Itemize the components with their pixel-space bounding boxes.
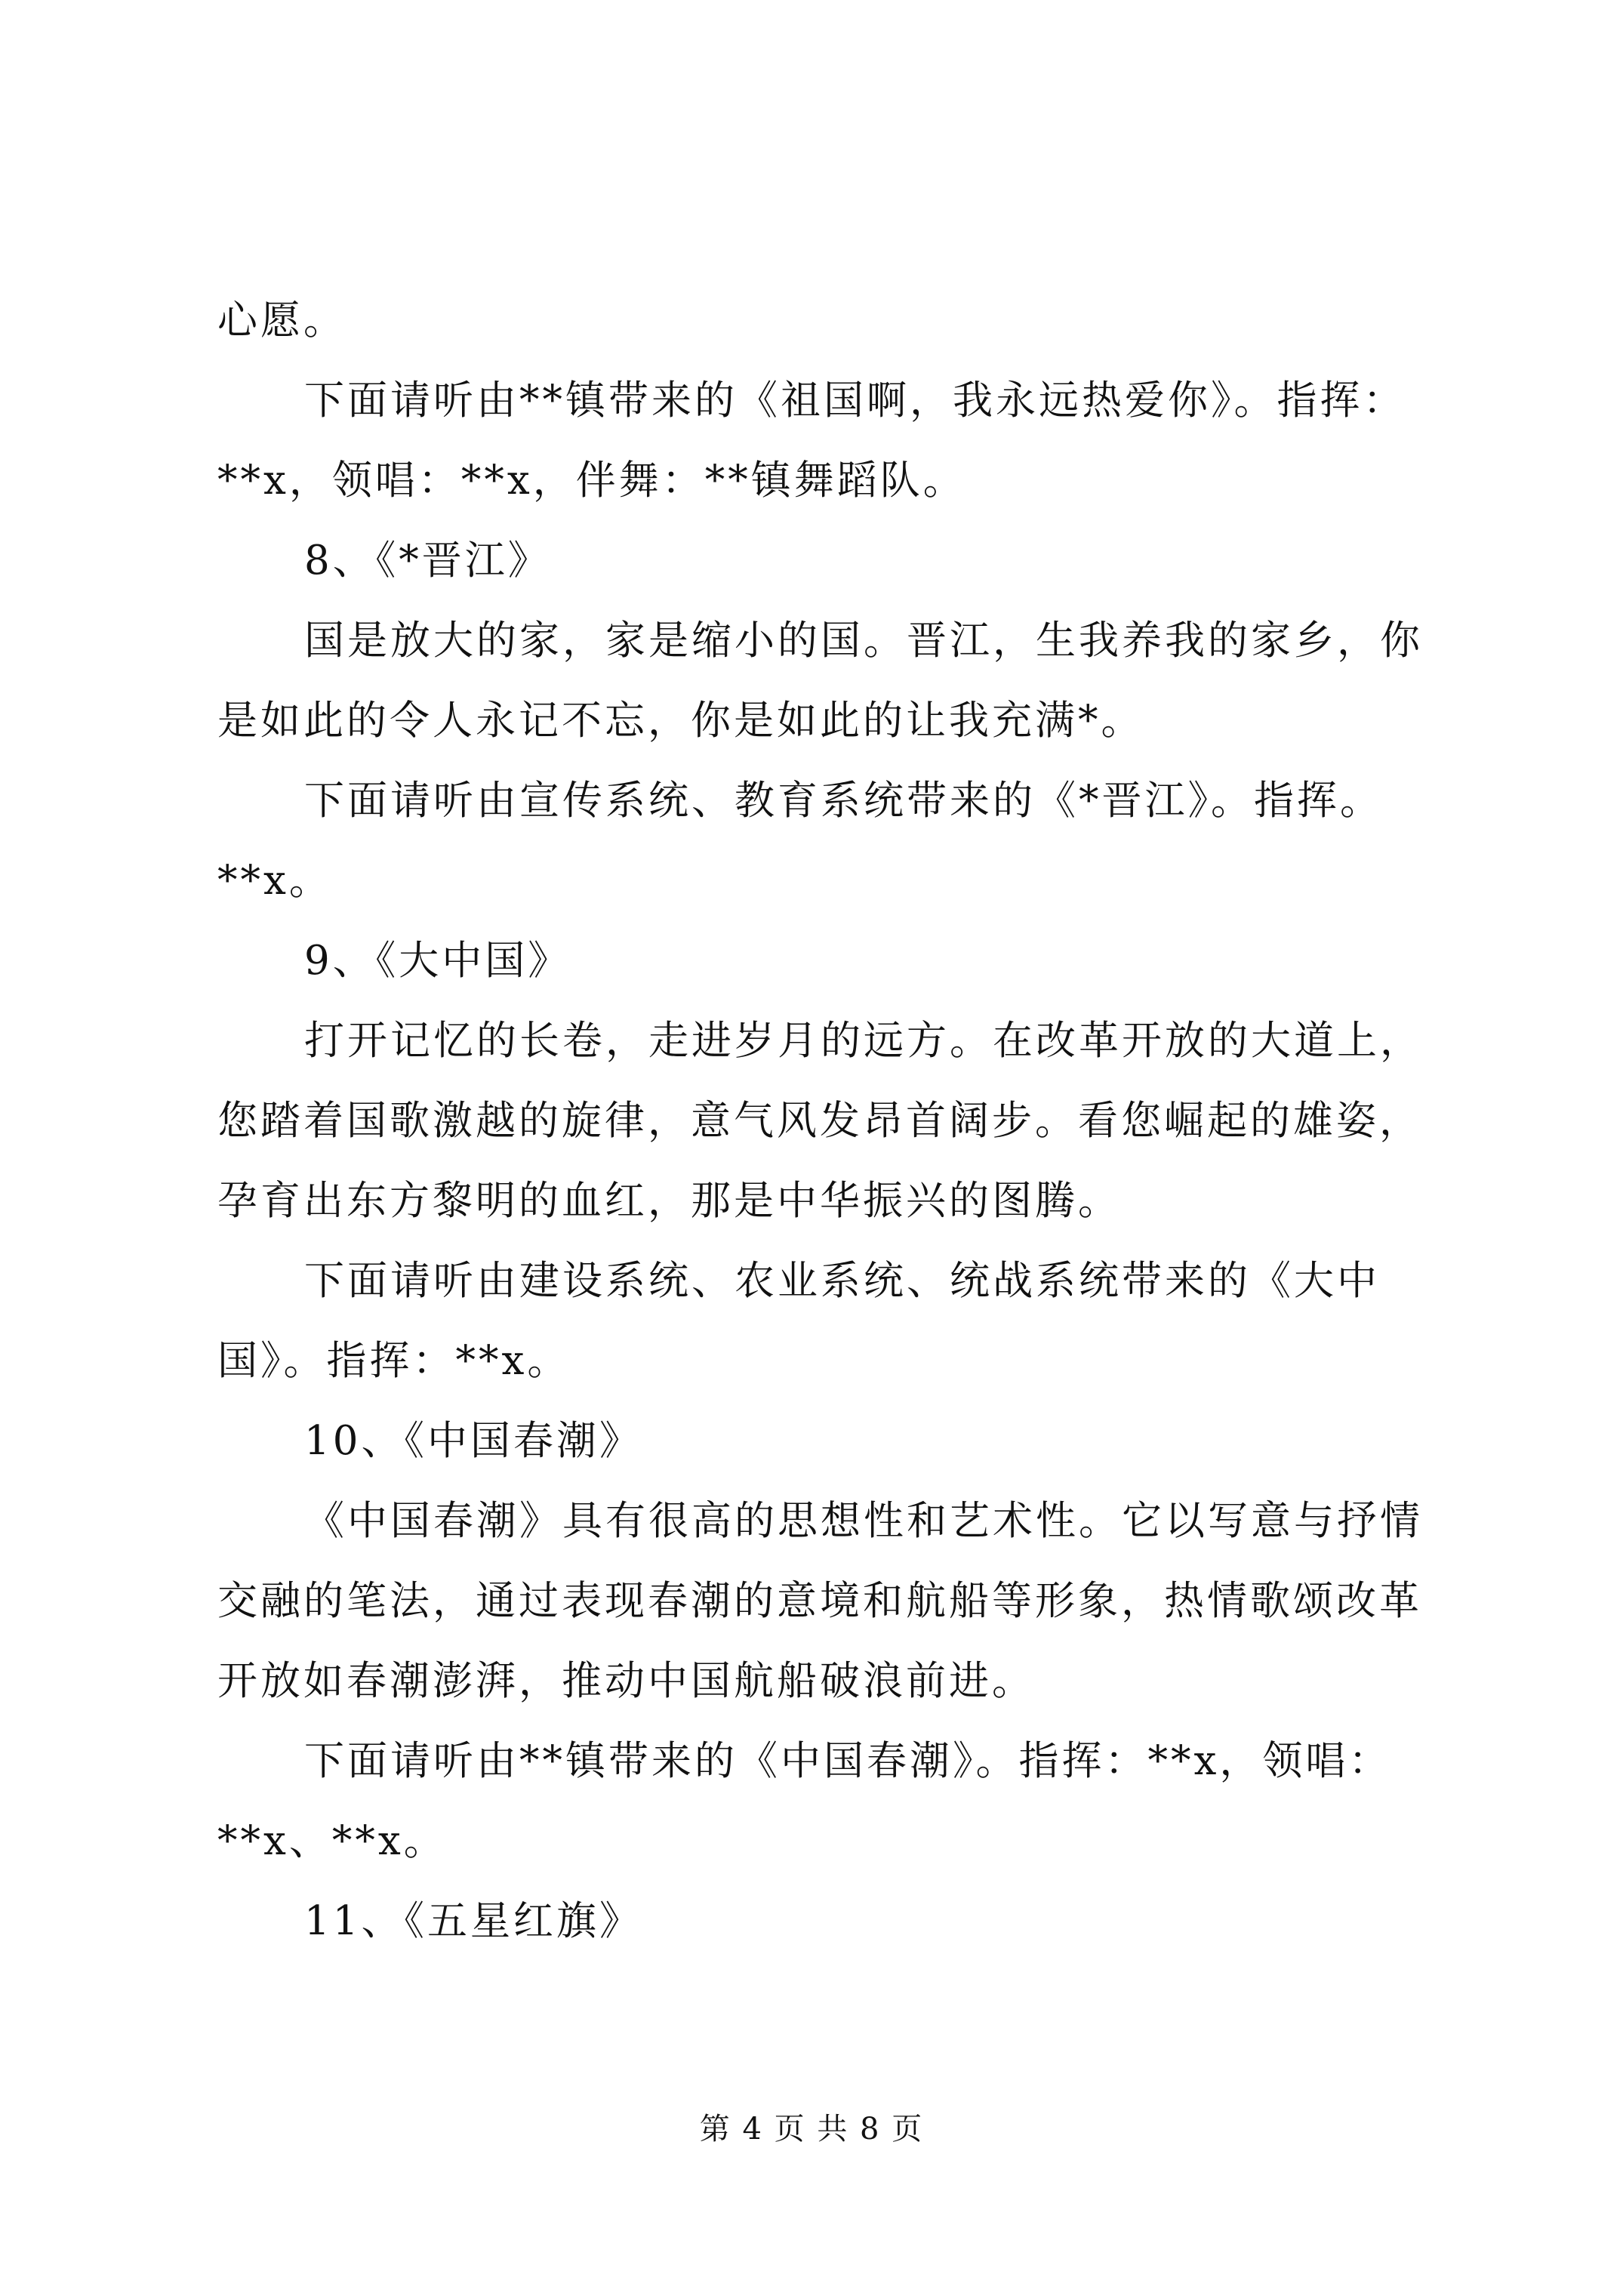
page-number: 第 4 页 共 8 页 bbox=[699, 2112, 924, 2147]
text-line: 打开记忆的长卷，走进岁月的远方。在改革开放的大道上， bbox=[304, 1018, 1423, 1064]
text-line: 交融的笔法，通过表现春潮的意境和航船等形象，热情歌颂改革 bbox=[217, 1578, 1422, 1624]
text-line: **x、**x。 bbox=[217, 1818, 447, 1864]
text-line: 下面请听由宣传系统、教育系统带来的《*晋江》。指挥。 bbox=[304, 778, 1383, 824]
section-heading: 10、《中国春潮》 bbox=[304, 1418, 642, 1464]
text-line: 下面请听由**镇带来的《祖国啊，我永远热爱你》。指挥： bbox=[304, 378, 1406, 424]
text-line: **x。 bbox=[217, 858, 332, 904]
text-line: 国是放大的家，家是缩小的国。晋江，生我养我的家乡，你 bbox=[304, 618, 1423, 664]
body-text bbox=[217, 281, 1434, 1962]
section-heading: 9、《大中国》 bbox=[304, 938, 571, 984]
text-line: 孕育出东方黎明的血红，那是中华振兴的图腾。 bbox=[217, 1178, 1121, 1224]
text-line: 是如此的令人永记不忘，你是如此的让我充满*。 bbox=[217, 698, 1144, 744]
text-line: 下面请听由建设系统、农业系统、统战系统带来的《大中 bbox=[304, 1258, 1380, 1304]
text-line: 您踏着国歌激越的旋律，意气风发昂首阔步。看您崛起的雄姿， bbox=[217, 1098, 1422, 1144]
page-footer bbox=[0, 2106, 1623, 2152]
text-line: 《中国春潮》具有很高的思想性和艺术性。它以写意与抒情 bbox=[304, 1498, 1423, 1544]
text-line: 开放如春潮澎湃，推动中国航船破浪前进。 bbox=[217, 1658, 1035, 1704]
text-line: 心愿。 bbox=[217, 297, 346, 344]
section-heading: 11、《五星红旗》 bbox=[304, 1898, 642, 1944]
text-line: **x，领唱：**x，伴舞：**镇舞蹈队。 bbox=[217, 458, 966, 504]
text-line: 下面请听由**镇带来的《中国春潮》。指挥：**x，领唱： bbox=[304, 1738, 1392, 1784]
section-heading: 8、《*晋江》 bbox=[304, 538, 551, 584]
text-line: 国》。指挥：**x。 bbox=[217, 1338, 571, 1384]
